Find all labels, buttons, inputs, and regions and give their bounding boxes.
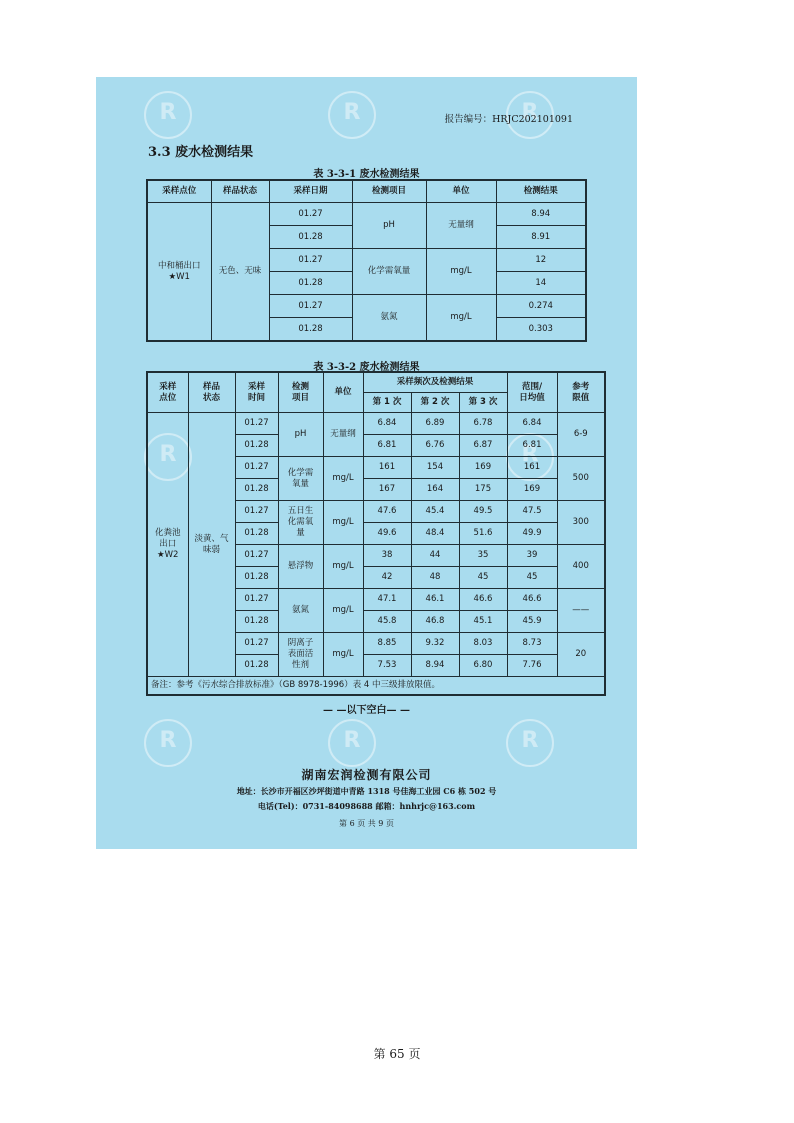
column-header: 参考 限值: [557, 372, 605, 413]
test-item: pH: [278, 413, 323, 457]
test-value: 38: [363, 545, 411, 567]
company-name: 湖南宏润检测有限公司: [301, 768, 432, 782]
test-value: 6.89: [411, 413, 459, 435]
test-value: 44: [411, 545, 459, 567]
sampling-date: 01.28: [269, 226, 352, 249]
test-item: 悬浮物: [278, 545, 323, 589]
test-value: 45: [459, 567, 507, 589]
sampling-time: 01.27: [235, 633, 278, 655]
end-of-content-mark: — —以下空白— —: [323, 705, 410, 716]
sampling-date: 01.27: [269, 203, 352, 226]
test-item: 阴离子 表面活 性剂: [278, 633, 323, 677]
sampling-time: 01.27: [235, 413, 278, 435]
sampling-date: 01.27: [269, 249, 352, 272]
watermark-logo: [506, 719, 554, 767]
column-header: 第 3 次: [459, 393, 507, 413]
reference-limit: 500: [557, 457, 605, 501]
daily-average: 7.76: [507, 655, 557, 677]
column-header: 范围/ 日均值: [507, 372, 557, 413]
sampling-time: 01.28: [235, 479, 278, 501]
test-item: 氨氮: [278, 589, 323, 633]
daily-average: 47.5: [507, 501, 557, 523]
test-value: 49.5: [459, 501, 507, 523]
test-result: 0.303: [496, 318, 586, 342]
company-address: 地址：长沙市开福区沙坪街道中青路 1318 号佳海工业园 C6 栋 502 号: [236, 786, 497, 796]
column-header: 采样日期: [269, 180, 352, 203]
daily-average: 6.81: [507, 435, 557, 457]
test-value: 46.6: [459, 589, 507, 611]
test-item: 化学需 氧量: [278, 457, 323, 501]
test-value: 6.87: [459, 435, 507, 457]
column-header: 样品状态: [211, 180, 269, 203]
sampling-time: 01.27: [235, 545, 278, 567]
reference-limit: 6-9: [557, 413, 605, 457]
reference-limit: 20: [557, 633, 605, 677]
table-row: [147, 203, 586, 226]
test-value: 47.6: [363, 501, 411, 523]
test-value: 7.53: [363, 655, 411, 677]
column-header: 单位: [426, 180, 496, 203]
daily-average: 45.9: [507, 611, 557, 633]
sampling-time: 01.28: [235, 435, 278, 457]
sampling-time: 01.28: [235, 523, 278, 545]
column-header: 采样点位: [147, 180, 211, 203]
watermark-logo: [144, 719, 192, 767]
inner-page-number: 第 6 页 共 9 页: [339, 819, 394, 828]
column-header: 检测结果: [496, 180, 586, 203]
test-value: 6.81: [363, 435, 411, 457]
test-value: 48.4: [411, 523, 459, 545]
scanned-report-page: [96, 77, 637, 849]
test-item: 氨氮: [352, 295, 426, 342]
test-item: pH: [352, 203, 426, 249]
unit: 无量纲: [426, 203, 496, 249]
test-value: 49.6: [363, 523, 411, 545]
test-result: 12: [496, 249, 586, 272]
table-row: [147, 413, 605, 435]
test-value: 8.94: [411, 655, 459, 677]
test-value: 6.76: [411, 435, 459, 457]
test-value: 46.1: [411, 589, 459, 611]
report-number: 报告编号：HRJC202101091: [444, 114, 573, 125]
column-header: 第 1 次: [363, 393, 411, 413]
column-header: 第 2 次: [411, 393, 459, 413]
unit: mg/L: [323, 545, 363, 589]
table-header-row: [147, 180, 586, 203]
test-value: 8.85: [363, 633, 411, 655]
test-value: 161: [363, 457, 411, 479]
test-value: 169: [459, 457, 507, 479]
test-value: 175: [459, 479, 507, 501]
sampling-time: 01.28: [235, 567, 278, 589]
unit: mg/L: [323, 589, 363, 633]
test-value: 35: [459, 545, 507, 567]
sample-state: 淡黄、气 味弱: [188, 413, 235, 677]
test-value: 47.1: [363, 589, 411, 611]
table1: [146, 179, 587, 342]
column-header: 采样频次及检测结果: [363, 372, 507, 393]
section-title: 3.3 废水检测结果: [148, 145, 254, 160]
reference-limit: ——: [557, 589, 605, 633]
test-value: 45.8: [363, 611, 411, 633]
column-header: 检测项目: [352, 180, 426, 203]
test-value: 45.4: [411, 501, 459, 523]
column-header: 样品 状态: [188, 372, 235, 413]
sampling-date: 01.28: [269, 272, 352, 295]
watermark-logo: [328, 719, 376, 767]
test-value: 46.8: [411, 611, 459, 633]
daily-average: 8.73: [507, 633, 557, 655]
column-header: 单位: [323, 372, 363, 413]
column-header: 采样 时间: [235, 372, 278, 413]
watermark-logo: [144, 91, 192, 139]
sampling-date: 01.27: [269, 295, 352, 318]
sampling-time: 01.28: [235, 611, 278, 633]
reference-limit: 300: [557, 501, 605, 545]
sample-state: 无色、无味: [211, 203, 269, 342]
test-value: 45.1: [459, 611, 507, 633]
column-header: 检测 项目: [278, 372, 323, 413]
test-item: 五日生 化需氧 量: [278, 501, 323, 545]
table-header-row: [147, 372, 605, 393]
company-phone-email: 电话(Tel)：0731-84098688 邮箱：hnhrjc@163.com: [257, 801, 476, 811]
unit: mg/L: [426, 295, 496, 342]
test-value: 6.84: [363, 413, 411, 435]
reference-limit: 400: [557, 545, 605, 589]
test-item: 化学需氧量: [352, 249, 426, 295]
table2-caption: 表 3-3-2 废水检测结果: [313, 362, 420, 373]
sampling-site: 化粪池 出口 ★W2: [147, 413, 188, 677]
test-result: 8.91: [496, 226, 586, 249]
column-header: 采样 点位: [147, 372, 188, 413]
sampling-time: 01.27: [235, 589, 278, 611]
page-number: 第 65 页: [373, 1047, 421, 1061]
daily-average: 46.6: [507, 589, 557, 611]
test-value: 6.80: [459, 655, 507, 677]
test-value: 154: [411, 457, 459, 479]
table-note: 备注：参考《污水综合排放标准》（GB 8978-1996）表 4 中三级排放限值。: [147, 677, 605, 696]
test-value: 6.78: [459, 413, 507, 435]
table-note-row: [147, 677, 605, 696]
test-value: 167: [363, 479, 411, 501]
daily-average: 6.84: [507, 413, 557, 435]
daily-average: 161: [507, 457, 557, 479]
test-value: 8.03: [459, 633, 507, 655]
sampling-time: 01.27: [235, 501, 278, 523]
test-value: 42: [363, 567, 411, 589]
sampling-site: 中和桶出口 ★W1: [147, 203, 211, 342]
sampling-date: 01.28: [269, 318, 352, 342]
test-value: 51.6: [459, 523, 507, 545]
sampling-time: 01.28: [235, 655, 278, 677]
test-result: 14: [496, 272, 586, 295]
daily-average: 45: [507, 567, 557, 589]
unit: mg/L: [323, 633, 363, 677]
sampling-time: 01.27: [235, 457, 278, 479]
daily-average: 169: [507, 479, 557, 501]
test-result: 0.274: [496, 295, 586, 318]
table2: [146, 371, 606, 696]
unit: 无量纲: [323, 413, 363, 457]
unit: mg/L: [426, 249, 496, 295]
test-value: 9.32: [411, 633, 459, 655]
daily-average: 39: [507, 545, 557, 567]
table1-caption: 表 3-3-1 废水检测结果: [313, 169, 420, 180]
unit: mg/L: [323, 457, 363, 501]
unit: mg/L: [323, 501, 363, 545]
test-value: 164: [411, 479, 459, 501]
watermark-logo: [328, 91, 376, 139]
test-result: 8.94: [496, 203, 586, 226]
daily-average: 49.9: [507, 523, 557, 545]
test-value: 48: [411, 567, 459, 589]
